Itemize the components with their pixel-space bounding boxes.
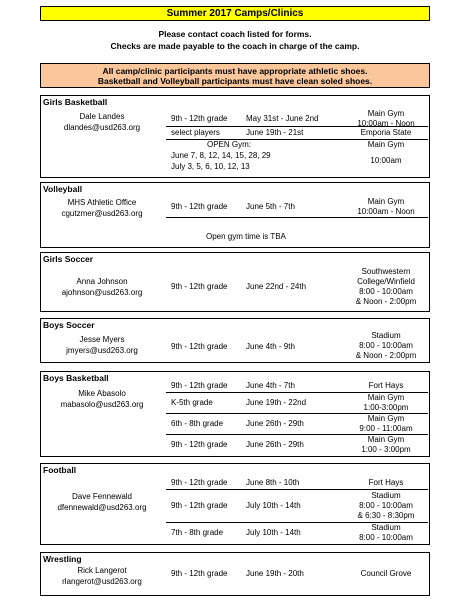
dates: June 4th - 9th <box>246 342 295 351</box>
time: 10:00am - Noon <box>357 119 415 128</box>
location: Main Gym <box>367 435 405 444</box>
location: Main Gym <box>367 197 405 206</box>
dates: June 5th - 7th <box>246 202 295 211</box>
coach-email[interactable]: rlangerot@usd263.org <box>62 577 142 586</box>
location: Emporia State <box>360 128 412 137</box>
coach-name: Anna Johnson <box>76 277 128 286</box>
coach-email[interactable]: jmyers@usd263.org <box>66 346 138 355</box>
location: Stadium <box>371 491 401 500</box>
coach-contact <box>41 388 163 410</box>
camp-row <box>166 393 428 414</box>
section-boys-basketball <box>40 371 430 457</box>
location: Southwestern <box>361 267 411 276</box>
coach-contact <box>41 276 163 298</box>
camp-row <box>166 563 428 585</box>
time: 8:00 - 10:00am <box>359 341 413 350</box>
intro-line-1: Please contact coach listed for forms. <box>158 29 312 39</box>
dates: June 8th - 10th <box>246 478 300 487</box>
location: Stadium <box>371 523 401 532</box>
grade: 9th - 12th grade <box>171 282 228 291</box>
section-volleyball <box>40 182 430 248</box>
camp-row <box>166 523 428 543</box>
dates: June 19th - 21st <box>246 128 304 137</box>
intro-line-2: Checks are made payable to the coach in charge of the camp. <box>110 41 360 51</box>
dates: June 22nd - 24th <box>246 282 307 291</box>
grade: 9th - 12th grade <box>171 478 228 487</box>
grade: 9th - 12th grade <box>171 440 228 449</box>
coach-email[interactable]: dlandes@usd263.org <box>63 123 141 132</box>
time: 1:00-3:00pm <box>363 403 409 412</box>
section-boys-soccer <box>40 318 430 363</box>
location: Main Gym <box>367 140 405 149</box>
location: Main Gym <box>367 414 405 423</box>
dates: June 4th - 7th <box>246 381 295 390</box>
location: Fort Hays <box>368 478 404 487</box>
location: Main Gym <box>367 393 405 402</box>
time: 8:00 - 10:00am <box>359 533 413 542</box>
section-title: Girls Basketball <box>43 97 108 107</box>
open-gym-dates: July 3, 5, 6, 10, 12, 13 <box>171 162 250 171</box>
camp-row <box>166 477 428 490</box>
grade: 9th - 12th grade <box>171 501 228 510</box>
location: Main Gym <box>367 109 405 118</box>
coach-contact <box>41 334 163 356</box>
dates: June 19th - 22nd <box>246 398 307 407</box>
section-girls-basketball <box>40 95 430 178</box>
time: 9:00 - 11:00am <box>359 424 413 433</box>
camp-row <box>166 414 428 435</box>
section-wrestling <box>40 552 430 596</box>
coach-contact <box>41 197 163 219</box>
coach-name: Dale Landes <box>79 112 125 121</box>
coach-contact <box>41 111 163 133</box>
time: 10:00am - Noon <box>357 207 415 216</box>
camp-row <box>166 380 428 393</box>
grade: 9th - 12th grade <box>171 381 228 390</box>
grade: K-5th grade <box>171 398 213 407</box>
camp-row <box>166 329 428 362</box>
camp-row <box>166 490 428 523</box>
section-football <box>40 463 430 545</box>
grade: select players <box>171 128 220 137</box>
notice-line-2: Basketball and Volleyball participants must have clean soled shoes. <box>97 76 373 86</box>
camp-row <box>166 435 428 455</box>
coach-name: Dave Fennewald <box>71 492 133 501</box>
coach-email[interactable]: ajohnson@usd263.org <box>61 288 143 297</box>
time: & Noon - 2:00pm <box>355 297 417 306</box>
coach-name: Jesse Myers <box>79 335 125 344</box>
coach-email[interactable]: dfennewald@usd263.org <box>57 503 147 512</box>
time: 10:00am <box>370 156 402 165</box>
location: Council Grove <box>360 569 412 578</box>
section-girls-soccer <box>40 252 430 312</box>
grade: 9th - 12th grade <box>171 202 228 211</box>
notice-line-1: All camp/clinic participants must have appropriate athletic shoes. <box>102 66 368 76</box>
grade: 9th - 12th grade <box>171 114 228 123</box>
location: Fort Hays <box>368 381 404 390</box>
coach-name: Mike Abasolo <box>78 389 126 398</box>
dates: July 10th - 14th <box>246 528 301 537</box>
camp-row <box>166 108 428 127</box>
camp-row <box>166 195 428 218</box>
dates: June 26th - 29th <box>246 419 304 428</box>
time: 8:00 - 10:00am <box>359 501 413 510</box>
dates: June 19th - 20th <box>246 569 304 578</box>
coach-email[interactable]: mabasolo@usd263.org <box>60 400 144 409</box>
dates: July 10th - 14th <box>246 501 301 510</box>
location: Stadium <box>371 331 401 340</box>
dates: May 31st - June 2nd <box>246 114 319 123</box>
time: 8:00 - 10:00am <box>359 287 413 296</box>
coach-contact <box>41 491 163 513</box>
time: & 6:30 - 8:30pm <box>357 511 415 520</box>
section-title: Girls Soccer <box>43 254 94 264</box>
coach-name: MHS Athletic Office <box>67 198 137 207</box>
coach-name: Rick Langerot <box>77 566 127 575</box>
open-gym-dates: June 7, 8, 12, 14, 15, 28, 29 <box>171 151 271 160</box>
open-gym-label: OPEN Gym: <box>207 140 252 149</box>
page-title: Summer 2017 Camps/Clinics <box>40 6 430 21</box>
section-title: Boys Basketball <box>43 373 109 383</box>
shoe-notice <box>40 63 430 88</box>
grade: 7th - 8th grade <box>171 528 224 537</box>
grade: 9th - 12th grade <box>171 569 228 578</box>
coach-email[interactable]: cgutzmer@usd263.org <box>61 209 143 218</box>
open-gym-note: Open gym time is TBA <box>206 232 286 241</box>
location: College/Winfield <box>357 277 415 286</box>
time: 1:00 - 3:00pm <box>361 445 411 454</box>
grade: 6th - 8th grade <box>171 419 224 428</box>
section-title: Boys Soccer <box>43 320 95 330</box>
dates: June 26th - 29th <box>246 440 304 449</box>
section-title: Wrestling <box>43 554 82 564</box>
grade: 9th - 12th grade <box>171 342 228 351</box>
camp-row <box>166 127 428 140</box>
coach-contact <box>41 565 163 587</box>
time: & Noon - 2:00pm <box>355 351 417 360</box>
section-title: Volleyball <box>43 184 83 194</box>
section-title: Football <box>43 465 77 475</box>
camp-row <box>166 265 428 311</box>
